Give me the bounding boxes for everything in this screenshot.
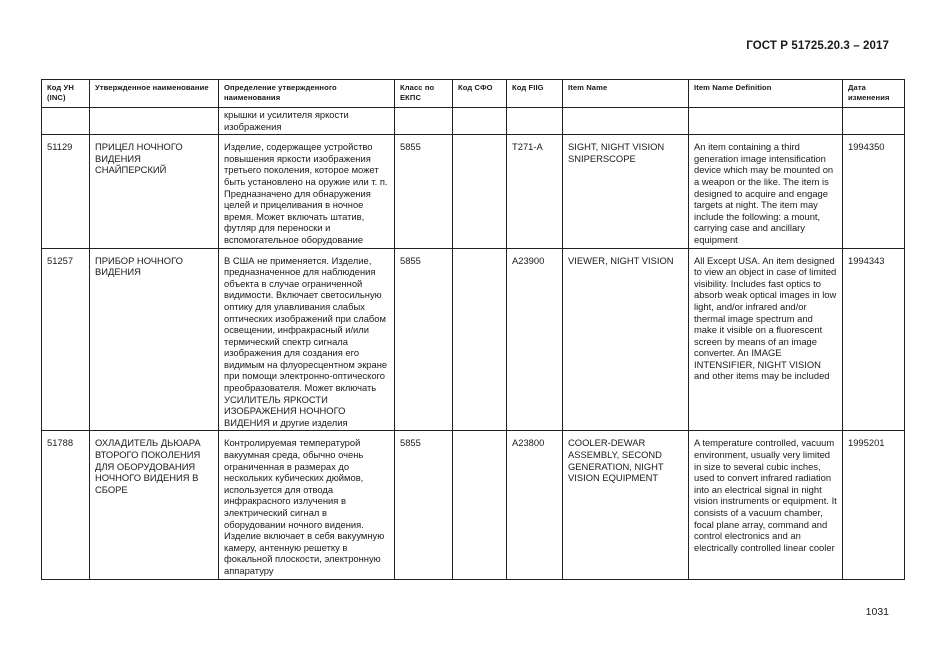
cell-name: ОХЛАДИТЕЛЬ ДЬЮАРА ВТОРОГО ПОКОЛЕНИЯ ДЛЯ ОБОРУДОВАНИЯ НОЧНОГО ВИДЕНИЯ В СБОРЕ [90, 431, 219, 579]
cell-inc: 51257 [42, 248, 90, 431]
cell-inc: 51788 [42, 431, 90, 579]
column-header-name: Утвержденное наименование [90, 80, 219, 108]
cell-sfo [453, 248, 507, 431]
column-header-fiig: Код FIIG [507, 80, 563, 108]
column-header-inc: Код УН (INC) [42, 80, 90, 108]
cell-item-definition: An item containing a third generation image intensification device which may be mounted on a weapon or the like. The item is designed to acquire and engage targets at night. The item may include the following: a mount, carrying case and ancillary equipment [689, 135, 843, 248]
catalog-table [41, 79, 905, 580]
cell-item-name [563, 108, 689, 135]
column-header-item-name: Item Name [563, 80, 689, 108]
column-header-item-definition: Item Name Definition [689, 80, 843, 108]
document-standard-header: ГОСТ Р 51725.20.3 – 2017 [746, 40, 889, 52]
cell-inc: 51129 [42, 135, 90, 248]
cell-name: ПРИЦЕЛ НОЧНОГО ВИДЕНИЯ СНАЙПЕРСКИЙ [90, 135, 219, 248]
cell-inc [42, 108, 90, 135]
cell-name: ПРИБОР НОЧНОГО ВИДЕНИЯ [90, 248, 219, 431]
cell-item-definition [689, 108, 843, 135]
cell-name [90, 108, 219, 135]
cell-sfo [453, 108, 507, 135]
column-header-class: Класс по ЕКПС [395, 80, 453, 108]
cell-date: 1994343 [843, 248, 905, 431]
cell-definition: Контролируемая температурой вакуумная среда, обычно очень ограниченная в размерах до нескольких кубических дюймов, используется для отвода инфракрасного излучения в электрический сигнал в оборудовании ночного видения. Изделие включает в себя вакуумную камеру, антенную решетку в фокальной плоскости, электронную аппаратуру [219, 431, 395, 579]
table-header-row [42, 80, 905, 108]
column-header-sfo: Код СФО [453, 80, 507, 108]
page-number: 1031 [865, 606, 889, 618]
cell-date: 1995201 [843, 431, 905, 579]
cell-definition: крышки и усилителя яркости изображения [219, 108, 395, 135]
table-row [42, 431, 905, 579]
cell-item-definition: A temperature controlled, vacuum environment, usually very limited in size to several cubic inches, used to convert infrared radiation into an electrical signal in night vision instruments or equipment. It consists of a vacuum chamber, focal plane array, command and control electronics and an electrically controlled linear cooler [689, 431, 843, 579]
cell-definition: В США не применяется. Изделие, предназначенное для наблюдения объекта в случае ограниченной видимости. Включает светосильную оптику для улавливания слабых оптических изображений при слабом освещении, инфракрасный и/или термический спектр сигнала изображения для создания его видимым на флуоресцентном экране при помощи электронно-оптического преобразователя. Может включать УСИЛИТЕЛЬ ЯРКОСТИ ИЗОБРАЖЕНИЯ НОЧНОГО ВИДЕНИЯ и другие изделия [219, 248, 395, 431]
cell-sfo [453, 135, 507, 248]
cell-fiig: A23800 [507, 431, 563, 579]
cell-fiig: T271-A [507, 135, 563, 248]
cell-item-name: SIGHT, NIGHT VISION SNIPERSCOPE [563, 135, 689, 248]
cell-item-name: VIEWER, NIGHT VISION [563, 248, 689, 431]
cell-item-name: COOLER-DEWAR ASSEMBLY, SECOND GENERATION, NIGHT VISION EQUIPMENT [563, 431, 689, 579]
cell-class: 5855 [395, 135, 453, 248]
cell-date [843, 108, 905, 135]
table-row [42, 135, 905, 248]
cell-date: 1994350 [843, 135, 905, 248]
cell-fiig: A23900 [507, 248, 563, 431]
cell-class: 5855 [395, 431, 453, 579]
table-row [42, 248, 905, 431]
column-header-definition: Определение утвержденного наименования [219, 80, 395, 108]
cell-class [395, 108, 453, 135]
cell-definition: Изделие, содержащее устройство повышения яркости изображения третьего поколения, которое может быть установлено на оружие или т. п. Предназначено для обнаружения целей и прицеливания в ночное время. Может включать штатив, футляр для переноски и вспомогательное оборудование [219, 135, 395, 248]
table-row-continuation [42, 108, 905, 135]
cell-fiig [507, 108, 563, 135]
column-header-date: Дата изменения [843, 80, 905, 108]
cell-class: 5855 [395, 248, 453, 431]
cell-sfo [453, 431, 507, 579]
cell-item-definition: All Except USA. An item designed to view an object in case of limited visibility. Includes fast optics to absorb weak optical images in low light, and/or infrared and/or thermal image spectrum and make it visible on a fluorescent screen by means of an image converter. An IMAGE INTENSIFIER, NIGHT VISION and other items may be included [689, 248, 843, 431]
